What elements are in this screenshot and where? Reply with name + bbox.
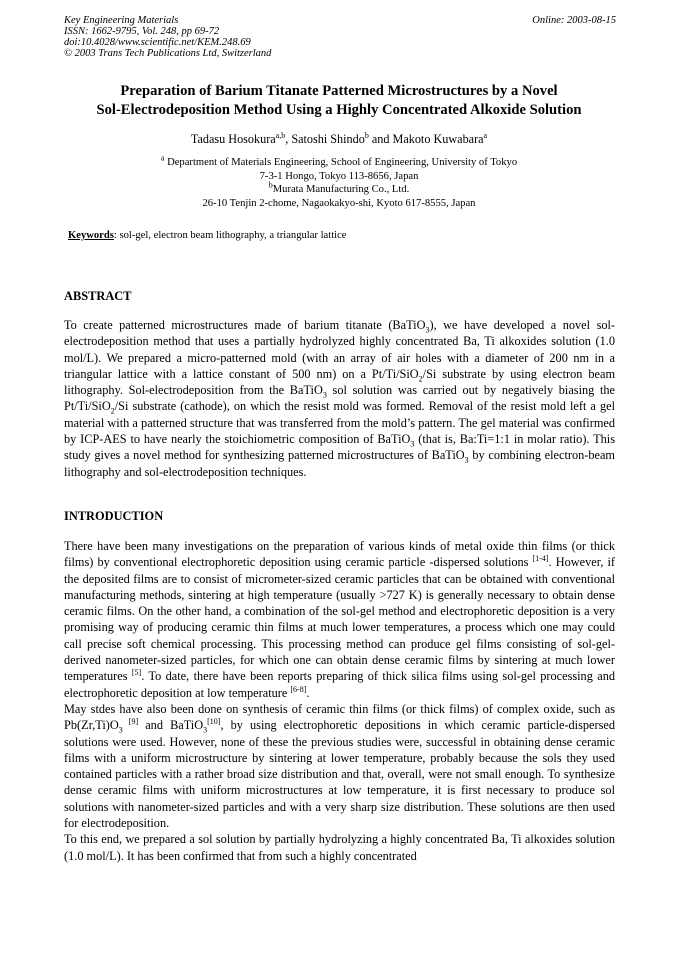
author-2: , Satoshi Shindo xyxy=(285,132,365,146)
abstract-body xyxy=(64,317,615,480)
author-3-affil: a xyxy=(483,130,488,140)
abstract-text: by combining electron-beam lithography and sol-electrodeposition techniques. xyxy=(64,448,615,479)
intro-text: , by using electrophoretic depositions in which ceramic particle-dispersed solutions were used. However, none of these the previous studies were, successful in obtaining dense ceramic films with a uniform microstructure by sintering at lower temperature, probably because the sols they used contained particles with a rather broad size distribution and that, overall, were not small enough. To synthesize dense ceramic films with uniform microstructures at low temperature, it is first necessary to produce sol solutions with nanometer-sized particles and with a very sharp size distribution. These solutions are then used for electrodeposition. xyxy=(64,718,615,831)
citation: [10] xyxy=(207,717,221,727)
subscript: 2 xyxy=(418,374,423,384)
title-line-2: Sol-Electrodeposition Method Using a Highly Concentrated Alkoxide Solution xyxy=(96,102,582,118)
subscript: 3 xyxy=(118,725,123,735)
abstract-text: sol solution was carried out by negatively biasing the Pt/Ti/SiO xyxy=(64,383,616,414)
doi-line: doi:10.4028/www.scientific.net/KEM.248.69 xyxy=(64,37,251,48)
abstract-text: /Si substrate by using electron beam lithography. Sol-electrodeposition from the BaTiO xyxy=(64,366,616,398)
citation: [1-4] xyxy=(532,554,549,564)
intro-text: . To date, there have been reports preparing of thick silica films using sol-gel processing and electrophoretic deposition at low temperature xyxy=(64,669,615,700)
abstract-paragraph xyxy=(64,317,615,480)
affiliation-b-name: Murata Manufacturing Co., Ltd. xyxy=(272,184,410,196)
author-2-affil: b xyxy=(364,130,369,140)
intro-text: . xyxy=(306,685,310,700)
keywords-text: : sol-gel, electron beam lithography, a triangular lattice xyxy=(113,230,347,241)
abstract-text: ), we have developed a novel sol-electrodeposition method that uses a partially hydrolyzed highly concentrated Ba, Ti alkoxides solution (1.0 mol/L). We prepared a micro-patterned mold (with an array of air holes with a diameter of 200 nm in a triangular lattice with a lattice constant of 500 nm) on a Pt/Ti/SiO xyxy=(64,318,616,381)
keywords-label: Keywords xyxy=(68,230,114,241)
abstract-text: /Si substrate (cathode), on which the resist mold was formed. Removal of the resist mold left a gel material with a patterned structure that was transferred from the mold’s pattern. The gel material was confirmed by ICP-AES to have nearly the stoichiometric composition of BaTiO xyxy=(64,399,615,447)
subscript: 3 xyxy=(410,439,415,449)
subscript: 3 xyxy=(203,725,208,735)
affiliation-a xyxy=(40,153,638,170)
issn-line: ISSN: 1662-9795, Vol. 248, pp 69-72 xyxy=(64,26,220,37)
intro-text: There have been many investigations on the preparation of various kinds of metal oxide thin films (or thick films) by conventional electrophoretic deposition using ceramic particle -dispersed solutions xyxy=(64,539,615,570)
affiliations xyxy=(40,153,638,210)
abstract-text: To create patterned microstructures made of barium titanate (BaTiO xyxy=(64,318,426,332)
citation: [6-8] xyxy=(290,684,307,694)
paper-title xyxy=(40,82,638,120)
page-header xyxy=(64,15,616,59)
subscript: 3 xyxy=(425,325,430,335)
citation: [5] xyxy=(131,668,142,678)
abstract-text: (that is, Ba:Ti=1:1 in molar ratio). This study gives a novel method for synthesizing patterned microstructures of BaTiO xyxy=(64,432,615,463)
keywords xyxy=(68,229,628,242)
intro-text: and BaTiO xyxy=(138,718,204,733)
affiliation-b xyxy=(40,180,638,197)
intro-paragraph-2 xyxy=(64,701,615,831)
journal-name: Key Engineering Materials xyxy=(64,15,179,26)
affiliation-a-address: 7-3-1 Hongo, Tokyo 113-8656, Japan xyxy=(259,170,419,182)
intro-text: May stdes have also been done on synthesis of ceramic thin films (or thick films) of complex oxide, such as Pb(Zr,Ti)O xyxy=(64,701,615,733)
author-1: Tadasu Hosokura xyxy=(190,132,276,146)
affiliation-a-mark: a xyxy=(160,153,165,163)
affiliation-a-name: Department of Materials Engineering, School of Engineering, University of Tokyo xyxy=(164,157,518,168)
citation: [9] xyxy=(122,717,139,727)
intro-paragraph-3: To this end, we prepared a sol solution by partially hydrolyzing a highly concentrated Ba, Ti alkoxides solution (1.0 mol/L). It has been confirmed that from such a highly concentrated xyxy=(64,832,615,863)
affiliation-b-mark: b xyxy=(268,180,273,190)
affiliation-b-address: 26-10 Tenjin 2-chome, Nagaokakyo-shi, Kyoto 617-8555, Japan xyxy=(202,197,476,209)
subscript: 3 xyxy=(322,390,327,400)
subscript: 3 xyxy=(464,455,469,465)
author-list xyxy=(40,132,638,147)
author-3: and Makoto Kuwabara xyxy=(368,132,484,146)
online-date: Online: 2003-08-15 xyxy=(532,15,616,26)
introduction-heading: INTRODUCTION xyxy=(64,509,164,523)
subscript: 2 xyxy=(110,406,115,416)
title-line-1: Preparation of Barium Titanate Patterned Microstructures by a Novel xyxy=(120,83,558,99)
intro-text: . However, if the deposited films are to consist of micrometer-sized ceramic particles that can be obtained with conventional manufacturing methods, sintering at high temperature (usually >727 K) is generally necessary to obtain dense ceramic films. On the other hand, a combination of the sol-gel method and electrophoretic deposition is a very promising way of producing ceramic thin films at much lower temperatures, a process which one may could call precise soft chemical processing. This processing method can produce gel films consisting of sol-gel-derived nanometer-sized particles, for which one can obtain dense ceramic films by sintering at much lower temperatures xyxy=(64,555,616,684)
author-1-affil: a,b xyxy=(275,130,286,140)
introduction-body xyxy=(64,538,615,864)
intro-paragraph-1 xyxy=(64,538,615,701)
copyright-line: © 2003 Trans Tech Publications Ltd, Switzerland xyxy=(64,48,272,59)
abstract-heading: ABSTRACT xyxy=(64,289,132,303)
